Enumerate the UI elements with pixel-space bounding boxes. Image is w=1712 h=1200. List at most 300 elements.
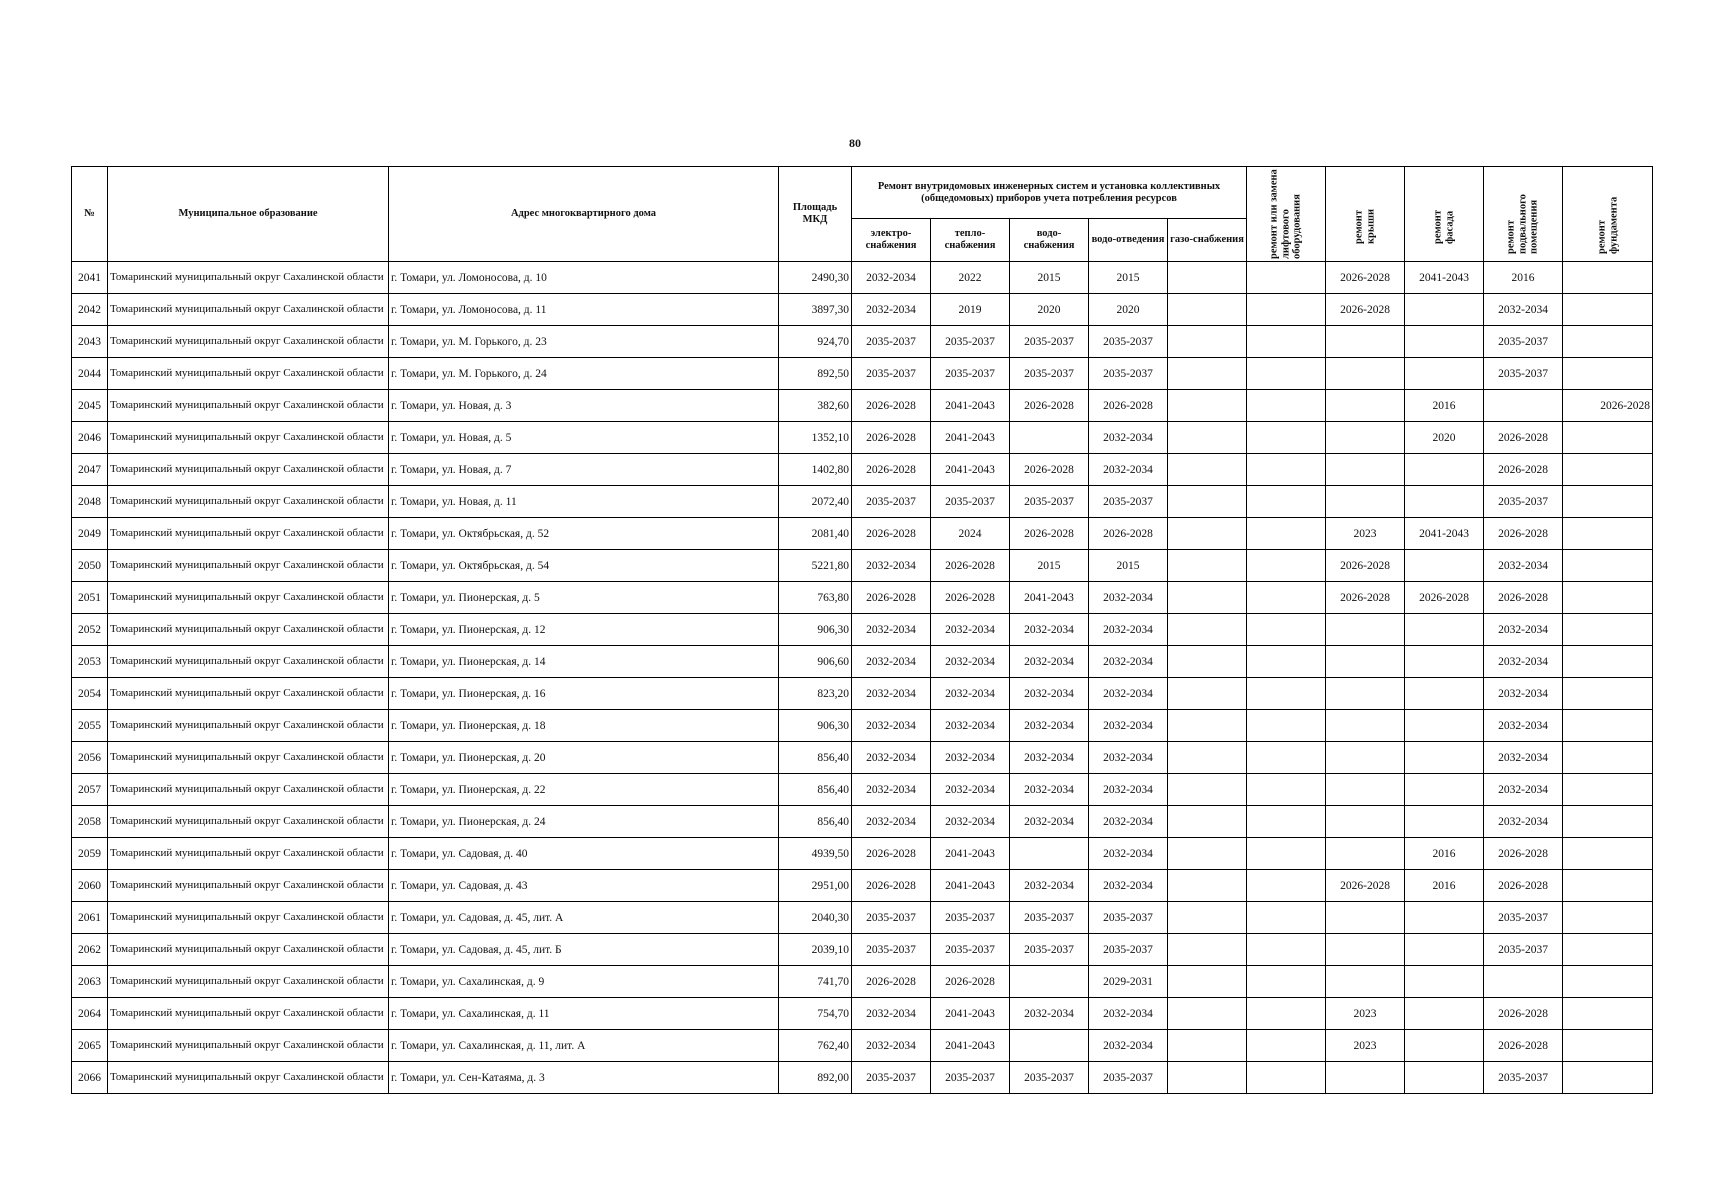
heat-cell: 2041-2043 [931,998,1010,1030]
address-cell: г. Томари, ул. Садовая, д. 45, лит. Б [389,934,779,966]
facade-cell: 2020 [1405,422,1484,454]
table-row [72,998,1653,1030]
elevator-cell [1247,550,1326,582]
foundation-cell [1563,262,1653,294]
gas-cell [1168,518,1247,550]
row-number: 2052 [72,614,108,646]
electric-cell: 2032-2034 [852,998,931,1030]
elevator-cell [1247,262,1326,294]
water-cell: 2026-2028 [1010,390,1089,422]
gas-cell [1168,614,1247,646]
housing-repair-table [71,166,1653,1094]
table-row [72,838,1653,870]
foundation-cell [1563,582,1653,614]
facade-cell [1405,550,1484,582]
roof-cell [1326,486,1405,518]
col-header-facade-text: ремонт фасада [1432,210,1456,244]
water-cell: 2020 [1010,294,1089,326]
row-number: 2057 [72,774,108,806]
municipality-cell: Томаринский муниципальный округ Сахалинской области [108,486,389,518]
facade-cell [1405,934,1484,966]
row-number: 2045 [72,390,108,422]
basement-cell: 2026-2028 [1484,998,1563,1030]
electric-cell: 2026-2028 [852,390,931,422]
sewer-cell: 2032-2034 [1089,742,1168,774]
water-cell: 2041-2043 [1010,582,1089,614]
roof-cell: 2023 [1326,998,1405,1030]
foundation-cell [1563,358,1653,390]
municipality-cell: Томаринский муниципальный округ Сахалинской области [108,934,389,966]
roof-cell [1326,678,1405,710]
water-cell: 2026-2028 [1010,454,1089,486]
electric-cell: 2026-2028 [852,422,931,454]
roof-cell [1326,646,1405,678]
heat-cell: 2035-2037 [931,1062,1010,1094]
col-header-foundation [1563,167,1653,262]
area-cell: 2081,40 [779,518,852,550]
sewer-cell: 2032-2034 [1089,774,1168,806]
sewer-cell: 2035-2037 [1089,326,1168,358]
area-cell: 906,60 [779,646,852,678]
col-header-engineering-group: Ремонт внутридомовых инженерных систем и установка коллективных (общедомовых) приборов учета потребления ресурсов [852,167,1247,219]
gas-cell [1168,326,1247,358]
elevator-cell [1247,934,1326,966]
facade-cell [1405,710,1484,742]
water-cell [1010,1030,1089,1062]
foundation-cell [1563,806,1653,838]
basement-cell: 2032-2034 [1484,646,1563,678]
area-cell: 856,40 [779,774,852,806]
municipality-cell: Томаринский муниципальный округ Сахалинской области [108,390,389,422]
table-row [72,646,1653,678]
elevator-cell [1247,1030,1326,1062]
roof-cell [1326,614,1405,646]
table-row [72,486,1653,518]
facade-cell: 2041-2043 [1405,262,1484,294]
gas-cell [1168,1062,1247,1094]
heat-cell: 2022 [931,262,1010,294]
water-cell: 2032-2034 [1010,998,1089,1030]
sewer-cell: 2032-2034 [1089,870,1168,902]
elevator-cell [1247,518,1326,550]
area-cell: 856,40 [779,806,852,838]
facade-cell [1405,902,1484,934]
heat-cell: 2032-2034 [931,806,1010,838]
basement-cell: 2026-2028 [1484,422,1563,454]
elevator-cell [1247,646,1326,678]
area-cell: 2072,40 [779,486,852,518]
gas-cell [1168,294,1247,326]
heat-cell: 2032-2034 [931,710,1010,742]
sewer-cell: 2026-2028 [1089,390,1168,422]
row-number: 2054 [72,678,108,710]
area-cell: 1352,10 [779,422,852,454]
basement-cell: 2035-2037 [1484,1062,1563,1094]
area-cell: 924,70 [779,326,852,358]
heat-cell: 2026-2028 [931,582,1010,614]
heat-cell: 2041-2043 [931,870,1010,902]
sewer-cell: 2032-2034 [1089,806,1168,838]
row-number: 2063 [72,966,108,998]
roof-cell [1326,358,1405,390]
area-cell: 2490,30 [779,262,852,294]
water-cell: 2032-2034 [1010,614,1089,646]
municipality-cell: Томаринский муниципальный округ Сахалинской области [108,742,389,774]
municipality-cell: Томаринский муниципальный округ Сахалинской области [108,262,389,294]
heat-cell: 2035-2037 [931,934,1010,966]
table-row [72,326,1653,358]
heat-cell: 2026-2028 [931,966,1010,998]
area-cell: 1402,80 [779,454,852,486]
roof-cell [1326,966,1405,998]
heat-cell: 2026-2028 [931,550,1010,582]
roof-cell [1326,902,1405,934]
col-header-basement-text: ремонт подвального помещения [1505,194,1540,254]
gas-cell [1168,934,1247,966]
roof-cell [1326,742,1405,774]
municipality-cell: Томаринский муниципальный округ Сахалинской области [108,710,389,742]
row-number: 2066 [72,1062,108,1094]
sewer-cell: 2032-2034 [1089,998,1168,1030]
municipality-cell: Томаринский муниципальный округ Сахалинской области [108,294,389,326]
sewer-cell: 2015 [1089,550,1168,582]
municipality-cell: Томаринский муниципальный округ Сахалинской области [108,966,389,998]
address-cell: г. Томари, ул. Пионерская, д. 12 [389,614,779,646]
facade-cell [1405,454,1484,486]
area-cell: 892,50 [779,358,852,390]
roof-cell: 2026-2028 [1326,550,1405,582]
gas-cell [1168,678,1247,710]
row-number: 2062 [72,934,108,966]
municipality-cell: Томаринский муниципальный округ Сахалинской области [108,614,389,646]
basement-cell: 2032-2034 [1484,710,1563,742]
sewer-cell: 2032-2034 [1089,678,1168,710]
address-cell: г. Томари, ул. Садовая, д. 43 [389,870,779,902]
foundation-cell [1563,710,1653,742]
elevator-cell [1247,422,1326,454]
address-cell: г. Томари, ул. Пионерская, д. 22 [389,774,779,806]
water-cell: 2032-2034 [1010,678,1089,710]
area-cell: 906,30 [779,614,852,646]
area-cell: 382,60 [779,390,852,422]
address-cell: г. Томари, ул. Пионерская, д. 24 [389,806,779,838]
heat-cell: 2032-2034 [931,646,1010,678]
address-cell: г. Томари, ул. Ломоносова, д. 11 [389,294,779,326]
row-number: 2065 [72,1030,108,1062]
facade-cell: 2026-2028 [1405,582,1484,614]
basement-cell: 2026-2028 [1484,1030,1563,1062]
electric-cell: 2026-2028 [852,870,931,902]
row-number: 2043 [72,326,108,358]
heat-cell: 2041-2043 [931,838,1010,870]
foundation-cell [1563,742,1653,774]
roof-cell: 2026-2028 [1326,870,1405,902]
electric-cell: 2032-2034 [852,742,931,774]
col-header-water: водо-снабжения [1010,219,1089,262]
roof-cell: 2026-2028 [1326,582,1405,614]
elevator-cell [1247,838,1326,870]
elevator-cell [1247,358,1326,390]
foundation-cell [1563,326,1653,358]
roof-cell [1326,390,1405,422]
basement-cell [1484,966,1563,998]
facade-cell [1405,806,1484,838]
electric-cell: 2032-2034 [852,294,931,326]
table-row [72,1062,1653,1094]
foundation-cell [1563,902,1653,934]
col-header-roof-text: ремонт крыши [1353,208,1377,244]
facade-cell [1405,614,1484,646]
row-number: 2051 [72,582,108,614]
heat-cell: 2035-2037 [931,358,1010,390]
elevator-cell [1247,870,1326,902]
gas-cell [1168,998,1247,1030]
facade-cell: 2041-2043 [1405,518,1484,550]
table-row [72,582,1653,614]
gas-cell [1168,390,1247,422]
address-cell: г. Томари, ул. Сахалинская, д. 11 [389,998,779,1030]
table-row [72,966,1653,998]
sewer-cell: 2035-2037 [1089,1062,1168,1094]
elevator-cell [1247,486,1326,518]
municipality-cell: Томаринский муниципальный округ Сахалинской области [108,422,389,454]
facade-cell: 2016 [1405,838,1484,870]
address-cell: г. Томари, ул. М. Горького, д. 23 [389,326,779,358]
basement-cell: 2032-2034 [1484,806,1563,838]
water-cell: 2035-2037 [1010,1062,1089,1094]
row-number: 2059 [72,838,108,870]
col-header-foundation-text: ремонт фундамента [1595,196,1619,254]
facade-cell [1405,294,1484,326]
area-cell: 3897,30 [779,294,852,326]
water-cell: 2035-2037 [1010,326,1089,358]
gas-cell [1168,966,1247,998]
roof-cell [1326,710,1405,742]
address-cell: г. Томари, ул. Октябрьская, д. 52 [389,518,779,550]
roof-cell [1326,774,1405,806]
area-cell: 762,40 [779,1030,852,1062]
roof-cell [1326,806,1405,838]
sewer-cell: 2032-2034 [1089,1030,1168,1062]
gas-cell [1168,550,1247,582]
elevator-cell [1247,998,1326,1030]
table-row [72,710,1653,742]
gas-cell [1168,806,1247,838]
foundation-cell [1563,934,1653,966]
foundation-cell [1563,646,1653,678]
elevator-cell [1247,454,1326,486]
water-cell: 2032-2034 [1010,646,1089,678]
table-row [72,390,1653,422]
electric-cell: 2026-2028 [852,582,931,614]
gas-cell [1168,422,1247,454]
municipality-cell: Томаринский муниципальный округ Сахалинской области [108,1062,389,1094]
col-header-municipality: Муниципальное образование [108,167,389,262]
foundation-cell [1563,614,1653,646]
roof-cell [1326,422,1405,454]
area-cell: 856,40 [779,742,852,774]
foundation-cell [1563,774,1653,806]
table-header [72,167,1653,262]
table-row [72,262,1653,294]
electric-cell: 2035-2037 [852,326,931,358]
foundation-cell: 2026-2028 [1563,390,1653,422]
elevator-cell [1247,582,1326,614]
area-cell: 823,20 [779,678,852,710]
basement-cell: 2035-2037 [1484,934,1563,966]
basement-cell: 2026-2028 [1484,838,1563,870]
municipality-cell: Томаринский муниципальный округ Сахалинской области [108,806,389,838]
facade-cell [1405,486,1484,518]
municipality-cell: Томаринский муниципальный округ Сахалинской области [108,678,389,710]
col-header-address: Адрес многоквартирного дома [389,167,779,262]
municipality-cell: Томаринский муниципальный округ Сахалинской области [108,582,389,614]
address-cell: г. Томари, ул. Пионерская, д. 18 [389,710,779,742]
area-cell: 2951,00 [779,870,852,902]
foundation-cell [1563,1062,1653,1094]
water-cell: 2032-2034 [1010,870,1089,902]
area-cell: 4939,50 [779,838,852,870]
basement-cell: 2016 [1484,262,1563,294]
table-row [72,294,1653,326]
elevator-cell [1247,774,1326,806]
foundation-cell [1563,1030,1653,1062]
roof-cell [1326,838,1405,870]
basement-cell: 2032-2034 [1484,774,1563,806]
electric-cell: 2026-2028 [852,454,931,486]
area-cell: 5221,80 [779,550,852,582]
electric-cell: 2032-2034 [852,550,931,582]
foundation-cell [1563,486,1653,518]
electric-cell: 2035-2037 [852,902,931,934]
sewer-cell: 2032-2034 [1089,454,1168,486]
col-header-facade [1405,167,1484,262]
address-cell: г. Томари, ул. Новая, д. 3 [389,390,779,422]
electric-cell: 2032-2034 [852,774,931,806]
basement-cell: 2035-2037 [1484,358,1563,390]
col-header-area: Площадь МКД [779,167,852,262]
foundation-cell [1563,550,1653,582]
facade-cell: 2016 [1405,870,1484,902]
elevator-cell [1247,326,1326,358]
electric-cell: 2032-2034 [852,678,931,710]
address-cell: г. Томари, ул. М. Горького, д. 24 [389,358,779,390]
elevator-cell [1247,806,1326,838]
sewer-cell: 2029-2031 [1089,966,1168,998]
sewer-cell: 2020 [1089,294,1168,326]
sewer-cell: 2035-2037 [1089,934,1168,966]
gas-cell [1168,742,1247,774]
electric-cell: 2032-2034 [852,262,931,294]
table-row [72,454,1653,486]
table-row [72,902,1653,934]
roof-cell: 2023 [1326,518,1405,550]
row-number: 2050 [72,550,108,582]
basement-cell: 2032-2034 [1484,550,1563,582]
area-cell: 2040,30 [779,902,852,934]
address-cell: г. Томари, ул. Садовая, д. 40 [389,838,779,870]
col-header-elevator-text: ремонт или замена лифтового оборудования [1268,169,1303,259]
elevator-cell [1247,966,1326,998]
facade-cell [1405,678,1484,710]
col-header-heat: тепло-снабжения [931,219,1010,262]
foundation-cell [1563,966,1653,998]
row-number: 2041 [72,262,108,294]
municipality-cell: Томаринский муниципальный округ Сахалинской области [108,454,389,486]
row-number: 2042 [72,294,108,326]
sewer-cell: 2035-2037 [1089,902,1168,934]
table-row [72,934,1653,966]
row-number: 2060 [72,870,108,902]
heat-cell: 2035-2037 [931,902,1010,934]
water-cell: 2035-2037 [1010,902,1089,934]
area-cell: 754,70 [779,998,852,1030]
water-cell: 2026-2028 [1010,518,1089,550]
foundation-cell [1563,454,1653,486]
water-cell [1010,838,1089,870]
basement-cell: 2026-2028 [1484,518,1563,550]
water-cell: 2032-2034 [1010,806,1089,838]
gas-cell [1168,454,1247,486]
water-cell: 2032-2034 [1010,710,1089,742]
gas-cell [1168,1030,1247,1062]
facade-cell: 2016 [1405,390,1484,422]
heat-cell: 2041-2043 [931,390,1010,422]
sewer-cell: 2032-2034 [1089,422,1168,454]
electric-cell: 2035-2037 [852,486,931,518]
foundation-cell [1563,422,1653,454]
area-cell: 763,80 [779,582,852,614]
heat-cell: 2041-2043 [931,454,1010,486]
table-row [72,774,1653,806]
heat-cell: 2041-2043 [931,1030,1010,1062]
facade-cell [1405,1062,1484,1094]
municipality-cell: Томаринский муниципальный округ Сахалинской области [108,326,389,358]
municipality-cell: Томаринский муниципальный округ Сахалинской области [108,518,389,550]
roof-cell [1326,1062,1405,1094]
electric-cell: 2032-2034 [852,806,931,838]
heat-cell: 2032-2034 [931,678,1010,710]
electric-cell: 2032-2034 [852,646,931,678]
area-cell: 892,00 [779,1062,852,1094]
col-header-gas: газо-снабжения [1168,219,1247,262]
water-cell: 2035-2037 [1010,486,1089,518]
address-cell: г. Томари, ул. Пионерская, д. 20 [389,742,779,774]
electric-cell: 2035-2037 [852,934,931,966]
electric-cell: 2035-2037 [852,1062,931,1094]
table-row [72,518,1653,550]
roof-cell: 2026-2028 [1326,262,1405,294]
basement-cell [1484,390,1563,422]
table-row [72,614,1653,646]
roof-cell [1326,454,1405,486]
elevator-cell [1247,614,1326,646]
municipality-cell: Томаринский муниципальный округ Сахалинской области [108,358,389,390]
address-cell: г. Томари, ул. Сахалинская, д. 9 [389,966,779,998]
elevator-cell [1247,294,1326,326]
elevator-cell [1247,742,1326,774]
row-number: 2056 [72,742,108,774]
elevator-cell [1247,1062,1326,1094]
gas-cell [1168,486,1247,518]
address-cell: г. Томари, ул. Пионерская, д. 16 [389,678,779,710]
water-cell: 2035-2037 [1010,358,1089,390]
col-header-roof [1326,167,1405,262]
sewer-cell: 2035-2037 [1089,486,1168,518]
municipality-cell: Томаринский муниципальный округ Сахалинской области [108,902,389,934]
heat-cell: 2035-2037 [931,486,1010,518]
electric-cell: 2026-2028 [852,966,931,998]
